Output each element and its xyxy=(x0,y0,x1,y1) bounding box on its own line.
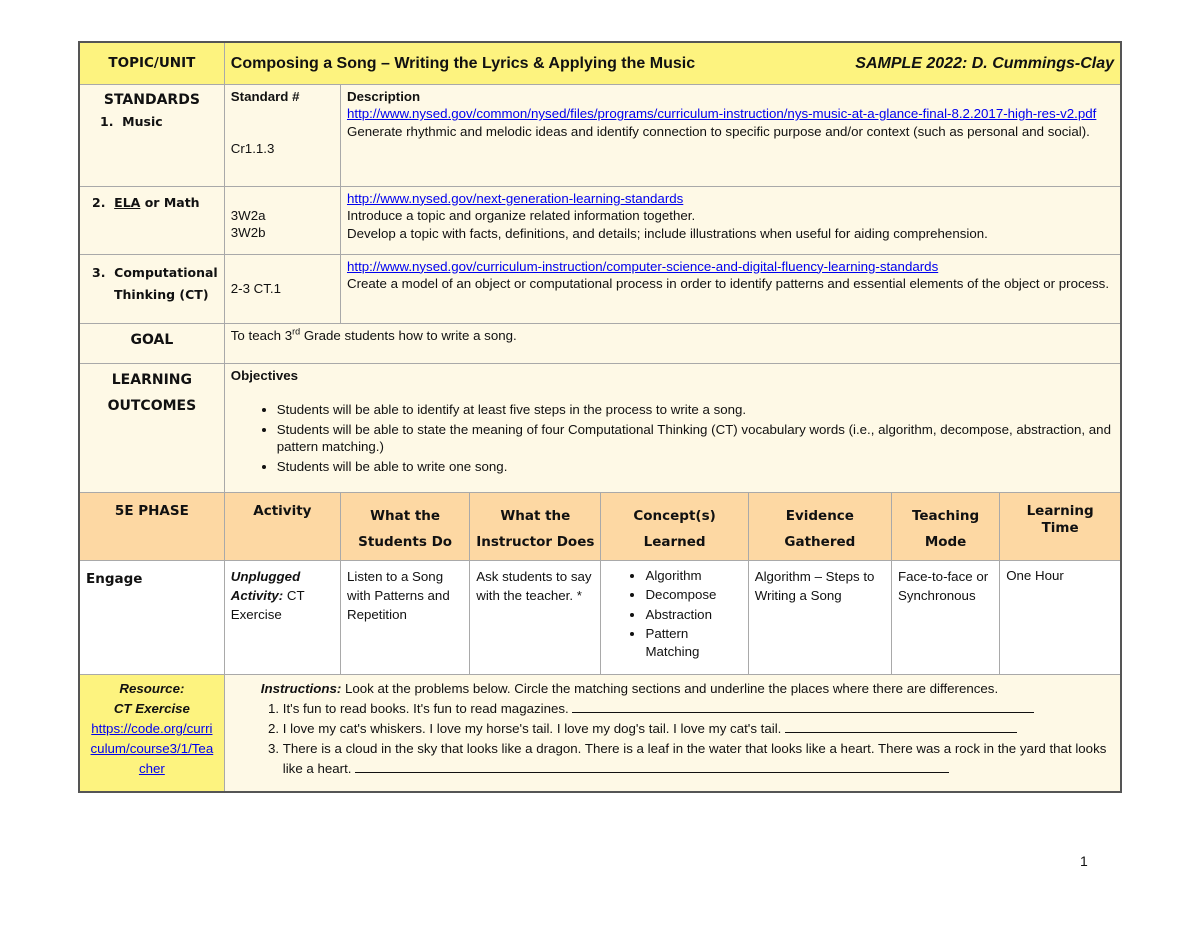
standards-music-row xyxy=(79,84,1121,186)
ela-description-cell xyxy=(340,186,1121,254)
answer-line[interactable] xyxy=(355,760,949,773)
learning-time-header: Learning Time xyxy=(1000,492,1121,560)
problem-item: 3. There is a cloud in the sky that looks like a dragon. There is a leaf in the water that looks like a heart. There was a rock in the yard that looks like a heart. xyxy=(283,739,1114,779)
music-standard-cell xyxy=(224,84,340,186)
goal-text: To teach 3rd Grade students how to write a song. xyxy=(224,323,1121,363)
evidence-header: Evidence Gathered xyxy=(748,492,891,560)
topic-row xyxy=(79,42,1121,84)
ct-description: Create a model of an object or computational process in order to identify patterns and essential elements of the object or process. xyxy=(346,276,1110,291)
instructor-does-header: What the Instructor Does xyxy=(470,492,601,560)
problems-list xyxy=(261,699,1114,779)
objectives-header: Objectives xyxy=(230,367,299,383)
engage-activity: Unplugged Activity: CT Exercise xyxy=(224,560,340,674)
ela-label-cell xyxy=(79,186,224,254)
objective-item: • Students will be able to identify at least five steps in the process to write a song. xyxy=(277,401,1114,419)
resource-label: Resource: xyxy=(119,680,185,696)
ct-standards-link[interactable]: http://www.nysed.gov/curriculum-instruction/computer-science-and-digital-fluency-learning-standards xyxy=(346,258,939,274)
music-label: 1. Music xyxy=(100,114,163,129)
objective-item: • Students will be able to write one song. xyxy=(277,458,1114,476)
ela-standard-cell xyxy=(224,186,340,254)
music-standard-code: Cr1.1.3 xyxy=(230,141,275,156)
answer-line[interactable] xyxy=(572,700,1034,713)
standards-ela-row xyxy=(79,186,1121,254)
concept-item: • Algorithm xyxy=(645,567,741,585)
learning-outcomes-row xyxy=(79,363,1121,492)
ela-description-a: Introduce a topic and organize related information together. xyxy=(346,208,696,223)
standards-label-cell xyxy=(79,84,224,186)
objective-item: • Students will be able to state the meaning of four Computational Thinking (CT) vocabulary words (i.e., algorithm, decompose, abstraction, and pattern matching.) xyxy=(277,421,1114,456)
standards-ct-row xyxy=(79,254,1121,323)
goal-row xyxy=(79,323,1121,363)
concept-item: • Pattern Matching xyxy=(645,625,741,660)
ela-standard-a: 3W2a xyxy=(230,207,266,223)
ct-description-cell xyxy=(340,254,1121,323)
goal-label: GOAL xyxy=(79,323,224,363)
instructions-cell xyxy=(224,674,1121,792)
page-number: 1 xyxy=(1080,853,1088,869)
engage-evidence: Algorithm – Steps to Writing a Song xyxy=(748,560,891,674)
lesson-plan-table xyxy=(78,41,1122,793)
resource-link[interactable]: https://code.org/curriculum/course3/1/Teacher xyxy=(90,720,214,776)
standard-number-header: Standard # xyxy=(230,88,300,104)
description-header: Description xyxy=(346,88,421,104)
lesson-title-cell xyxy=(224,42,1121,84)
ct-label-cell xyxy=(79,254,224,323)
concept-item: • Decompose xyxy=(645,586,741,604)
phase-header-row xyxy=(79,492,1121,560)
music-description-cell xyxy=(340,84,1121,186)
engage-students: Listen to a Song with Patterns and Repetition xyxy=(340,560,469,674)
teaching-mode-header: Teaching Mode xyxy=(891,492,999,560)
ela-description-b: Develop a topic with facts, definitions, and details; include illustrations when useful for aiding comprehension. xyxy=(346,225,988,241)
standards-label: STANDARDS xyxy=(103,91,200,108)
engage-time: One Hour xyxy=(1000,560,1121,674)
concepts-header: Concept(s) Learned xyxy=(601,492,748,560)
engage-row xyxy=(79,560,1121,674)
engage-concepts xyxy=(601,560,748,674)
concepts-list xyxy=(607,567,741,661)
concept-item: • Abstraction xyxy=(645,606,741,624)
ct-standard-cell xyxy=(224,254,340,323)
answer-line[interactable] xyxy=(785,720,1017,733)
instructions: Instructions: Look at the problems below. Circle the matching sections and underline the places where there are differences. xyxy=(260,680,999,696)
lesson-plan-page xyxy=(78,41,1122,793)
ct-label: 3. Computational Thinking (CT) xyxy=(92,264,218,302)
resource-row xyxy=(79,674,1121,792)
sample-author: SAMPLE 2022: D. Cummings-Clay xyxy=(855,54,1114,72)
resource-ct-exercise: CT Exercise xyxy=(113,700,190,716)
music-description: Generate rhythmic and melodic ideas and identify connection to specific purpose and/or context (such as personal and social). xyxy=(346,123,1090,139)
ct-standard-code: 2-3 CT.1 xyxy=(230,280,282,296)
ela-standards-link[interactable]: http://www.nysed.gov/next-generation-learning-standards xyxy=(346,190,684,206)
students-do-header: What the Students Do xyxy=(340,492,469,560)
problem-item: 2. I love my cat's whiskers. I love my horse's tail. I love my dog's tail. I love my cat's tail. xyxy=(283,719,1114,739)
engage-mode: Face-to-face or Synchronous xyxy=(891,560,999,674)
problem-item: 1. It's fun to read books. It's fun to read magazines. xyxy=(283,699,1114,719)
activity-header: Activity xyxy=(224,492,340,560)
learning-outcomes-label: LEARNING OUTCOMES xyxy=(79,363,224,492)
phase-header: 5E PHASE xyxy=(79,492,224,560)
engage-phase: Engage xyxy=(79,560,224,674)
objectives-list xyxy=(231,401,1114,475)
lesson-title: Composing a Song – Writing the Lyrics & Applying the Music xyxy=(230,54,696,72)
objectives-cell xyxy=(224,363,1121,492)
ela-standard-b: 3W2b xyxy=(230,225,266,240)
topic-label: TOPIC/UNIT xyxy=(79,42,224,84)
music-standards-link[interactable]: http://www.nysed.gov/common/nysed/files/programs/curriculum-instruction/nys-music-at-a-glance-final-8.2.2017-high-res-v2.pdf xyxy=(346,106,1097,121)
ela-label: 2. ELA or Math xyxy=(92,194,200,210)
engage-instructor: Ask students to say with the teacher. * xyxy=(470,560,601,674)
resource-cell xyxy=(79,674,224,792)
